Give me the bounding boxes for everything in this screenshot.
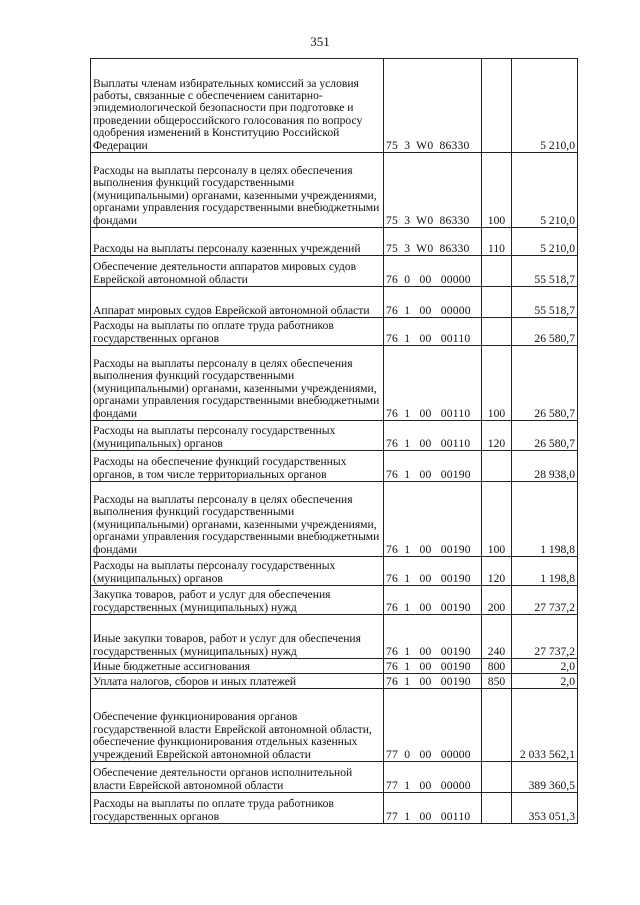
row-amount: 1 198,8 <box>512 482 578 557</box>
row-name: Расходы на обеспечение функций государственных органов, в том числе территориальных органов <box>91 451 384 482</box>
row-vr <box>482 318 512 346</box>
row-vr: 850 <box>482 674 512 689</box>
row-name: Аппарат мировых судов Еврейской автономной области <box>91 287 384 318</box>
row-code: 76 1 00 00110 <box>384 346 482 421</box>
row-amount: 26 580,7 <box>512 346 578 421</box>
row-amount: 2,0 <box>512 674 578 689</box>
table-row <box>91 287 578 318</box>
row-vr <box>482 451 512 482</box>
row-vr: 100 <box>482 346 512 421</box>
table-row <box>91 59 578 153</box>
row-code: 75 3 W0 86330 <box>384 228 482 256</box>
row-code: 76 1 00 00190 <box>384 482 482 557</box>
budget-table <box>90 58 578 824</box>
row-code: 76 1 00 00110 <box>384 421 482 451</box>
table-row <box>91 762 578 793</box>
row-amount: 5 210,0 <box>512 153 578 228</box>
table-row <box>91 421 578 451</box>
table-row <box>91 674 578 689</box>
row-amount: 353 051,3 <box>512 793 578 824</box>
row-code: 76 1 00 00000 <box>384 287 482 318</box>
row-amount: 2,0 <box>512 659 578 674</box>
row-vr <box>482 762 512 793</box>
row-vr: 110 <box>482 228 512 256</box>
row-name: Расходы на выплаты персоналу в целях обеспечения выполнения функций государственными (муниципальными) органами, казенными учреждениями, органами управления государственными внебюджетными фондами <box>91 153 384 228</box>
row-vr: 200 <box>482 586 512 615</box>
row-vr <box>482 689 512 762</box>
row-name: Расходы на выплаты персоналу в целях обеспечения выполнения функций государственными (муниципальными) органами, казенными учреждениями, органами управления государственными внебюджетными фондами <box>91 482 384 557</box>
row-code: 76 1 00 00190 <box>384 557 482 586</box>
row-code: 76 1 00 00190 <box>384 659 482 674</box>
row-amount: 5 210,0 <box>512 59 578 153</box>
row-name: Иные закупки товаров, работ и услуг для обеспечения государственных (муниципальных) нужд <box>91 615 384 659</box>
budget-table-body <box>91 59 578 824</box>
row-code: 77 1 00 00000 <box>384 762 482 793</box>
table-row <box>91 256 578 287</box>
row-amount: 5 210,0 <box>512 228 578 256</box>
row-amount: 2 033 562,1 <box>512 689 578 762</box>
table-row <box>91 482 578 557</box>
row-code: 76 1 00 00190 <box>384 615 482 659</box>
table-row <box>91 451 578 482</box>
row-vr: 120 <box>482 557 512 586</box>
table-row <box>91 346 578 421</box>
row-code: 77 0 00 00000 <box>384 689 482 762</box>
row-amount: 27 737,2 <box>512 586 578 615</box>
row-amount: 26 580,7 <box>512 318 578 346</box>
row-name: Уплата налогов, сборов и иных платежей <box>91 674 384 689</box>
row-code: 76 1 00 00110 <box>384 318 482 346</box>
row-vr <box>482 793 512 824</box>
row-code: 77 1 00 00110 <box>384 793 482 824</box>
row-name: Обеспечение деятельности органов исполнительной власти Еврейской автономной области <box>91 762 384 793</box>
table-row <box>91 228 578 256</box>
row-name: Расходы на выплаты персоналу государственных (муниципальных) органов <box>91 421 384 451</box>
row-amount: 55 518,7 <box>512 287 578 318</box>
row-name: Расходы на выплаты по оплате труда работников государственных органов <box>91 793 384 824</box>
row-amount: 28 938,0 <box>512 451 578 482</box>
row-vr <box>482 287 512 318</box>
table-row <box>91 153 578 228</box>
row-vr: 800 <box>482 659 512 674</box>
row-name: Обеспечение функционирования органов государственной власти Еврейской автономной области, обеспечение функционирования отдельных казенных учреждений Еврейской автономной области <box>91 689 384 762</box>
row-name: Закупка товаров, работ и услуг для обеспечения государственных (муниципальных) нужд <box>91 586 384 615</box>
table-row <box>91 615 578 659</box>
row-amount: 26 580,7 <box>512 421 578 451</box>
row-name: Расходы на выплаты персоналу казенных учреждений <box>91 228 384 256</box>
table-row <box>91 659 578 674</box>
row-vr: 120 <box>482 421 512 451</box>
row-name: Иные бюджетные ассигнования <box>91 659 384 674</box>
row-vr <box>482 59 512 153</box>
page-number: 351 <box>310 34 330 49</box>
row-vr: 240 <box>482 615 512 659</box>
table-row <box>91 586 578 615</box>
table-row <box>91 318 578 346</box>
table-row <box>91 793 578 824</box>
row-amount: 55 518,7 <box>512 256 578 287</box>
row-amount: 27 737,2 <box>512 615 578 659</box>
row-code: 76 1 00 00190 <box>384 451 482 482</box>
row-amount: 389 360,5 <box>512 762 578 793</box>
row-code: 76 1 00 00190 <box>384 586 482 615</box>
row-name: Расходы на выплаты по оплате труда работников государственных органов <box>91 318 384 346</box>
row-name: Расходы на выплаты персоналу государственных (муниципальных) органов <box>91 557 384 586</box>
row-code: 75 3 W0 86330 <box>384 153 482 228</box>
row-code: 76 0 00 00000 <box>384 256 482 287</box>
row-vr <box>482 256 512 287</box>
row-vr: 100 <box>482 153 512 228</box>
table-row <box>91 689 578 762</box>
row-code: 75 3 W0 86330 <box>384 59 482 153</box>
row-name: Обеспечение деятельности аппаратов мировых судов Еврейской автономной области <box>91 256 384 287</box>
row-name: Расходы на выплаты персоналу в целях обеспечения выполнения функций государственными (муниципальными) органами, казенными учреждениями, органами управления государственными внебюджетными фондами <box>91 346 384 421</box>
row-vr: 100 <box>482 482 512 557</box>
row-amount: 1 198,8 <box>512 557 578 586</box>
table-row <box>91 557 578 586</box>
row-name: Выплаты членам избирательных комиссий за условия работы, связанные с обеспечением санитарно-эпидемиологической безопасности при подготовке и проведении общероссийского голосования по вопросу одобрения изменений в Конституцию Российской Федерации <box>91 59 384 153</box>
row-code: 76 1 00 00190 <box>384 674 482 689</box>
